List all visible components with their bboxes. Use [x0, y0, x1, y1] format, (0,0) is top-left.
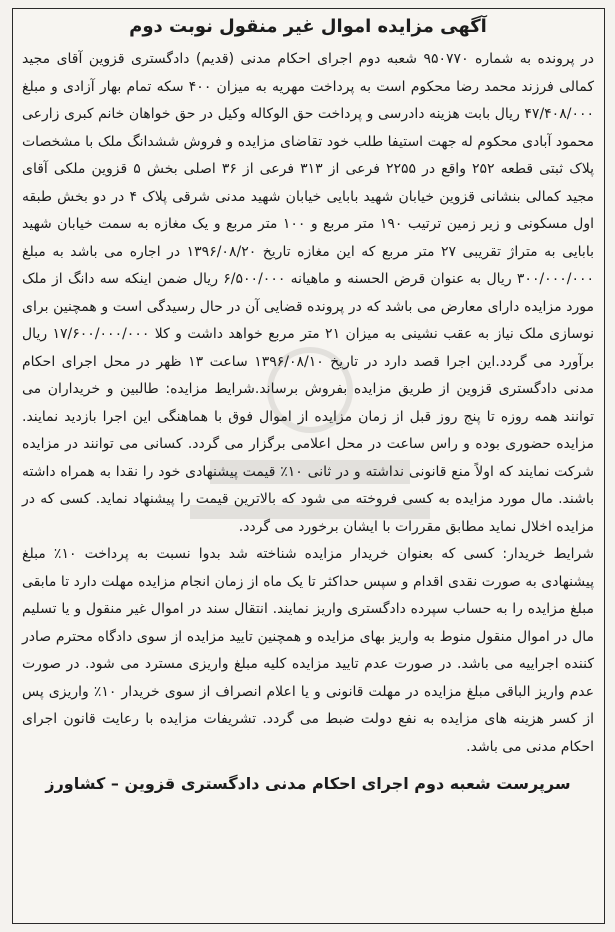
notice-paragraph: در پرونده به شماره ۹۵۰۷۷۰ شعبه دوم اجرای احکام مدنی (قدیم) دادگستری قزوین آقای مجید کمالی فرزند محمد رضا محکوم است به پرداخت مهریه به میزان ۴۰۰ سکه تمام بهار آزادی و مبلغ ۴۷/۴۰۸/۰۰۰ ریال بابت هزینه دادرسی و پرداخت حق الوکاله وکیل در حق خواهان خانم کبری زارعی محمود آبادی محکوم له جهت استیفا طلب خود تقاضای مزایده و فروش ششدانگ ملک با مشخصات پلاک ثبتی قطعه ۲۵۲ واقع در ۲۲۵۵ فرعی از ۳۱۳ فرعی از ۳۶ اصلی بخش ۵ قزوین ملکی آقای مجید کمالی بنشانی قزوین خیابان شهید بابایی خیابان شهید مدنی شرقی پلاک ۴ در دو بخش طبقه اول مسکونی و زیر زمین ترتیب ۱۹۰ متر مربع و ۱۰۰ متر مربع و یک مغازه به سمت خیابان شهید بابایی به متراژ تقریبی ۲۷ متر مربع که این مغازه تاریخ ۱۳۹۶/۰۸/۲۰ در اجاره می باشد به مبلغ ۳۰۰/۰۰۰/۰۰۰ ریال به عنوان قرض الحسنه و ماهیانه ۶/۵۰۰/۰۰۰ ریال ضمن اینکه سه دانگ از ملک مورد مزایده دارای معارض می باشد که در پرونده قضایی آن در حال رسیدگی است و همچنین برای نوسازی ملک نیاز به عقب نشینی به میزان ۲۱ متر مربع خواهد داشت و کلا ۱۷/۶۰۰/۰۰۰/۰۰۰ ریال برآورد می گردد.این اجرا قصد دارد در تاریخ ۱۳۹۶/۰۸/۱۰ ساعت ۱۳ ظهر در محل اجرای احکام مدنی دادگستری قزوین از طریق مزایده بفروش برساند.شرایط مزایده: طالبین و خریداران می توانند همه روزه تا پنج روز قبل از زمان مزایده از اموال فوق با هماهنگی این اجرا بازدید نمایند. مزایده حضوری بوده و راس ساعت در محل اعلامی برگزار می گردد. کسانی می توانند در مزایده شرکت نمایند که اولاً منع قانونی نداشته و در ثانی ۱۰٪ قیمت پیشنهادی خود را نقدا به همراه داشته باشند. مال مورد مزایده به کسی فروخته می شود که بالاترین قیمت را پیشنهاد نماید. کسی که در مزایده اخلال نماید مطابق مقررات با ایشان برخورد می گردد.	[22, 51, 595, 535]
notice-title: آگهی مزایده اموال غیر منقول نوبت دوم	[129, 16, 487, 37]
notice-signature: سرپرست شعبه دوم اجرای احکام مدنی دادگستری قزوین – کشاورز	[45, 774, 571, 793]
auction-notice	[22, 12, 594, 799]
notice-body	[22, 46, 594, 761]
buyer-conditions-paragraph: شرایط خریدار: کسی که بعنوان خریدار مزایده شناخته شد بدوا نسبت به پرداخت ۱۰٪ مبلغ پیشنهادی به صورت نقدی اقدام و سپس حداکثر تا یک ماه از زمان انجام مزایده مهلت دارد تا مابقی مبلغ مزایده را به حساب سپرده دادگستری واریز نمایند. انتقال سند در اموال غیر منقول و یا تسلیم مال در اموال منقول منوط به واریز بهای مزایده و همچنین تایید مزایده از سوی دادگاه محترم صادر کننده اجراییه می باشد. در صورت عدم تایید مزایده کلیه مبلغ واریزی مسترد می شود. در صورت عدم واریز الباقی مبلغ مزایده در مهلت قانونی و یا اعلام انصراف از سوی خریدار ۱۰٪ واریزی پس از کسر هزینه های مزایده به نفع دولت ضبط می گردد. تشریفات مزایده با رعایت قانون اجرای احکام مدنی می باشد.	[22, 546, 595, 755]
